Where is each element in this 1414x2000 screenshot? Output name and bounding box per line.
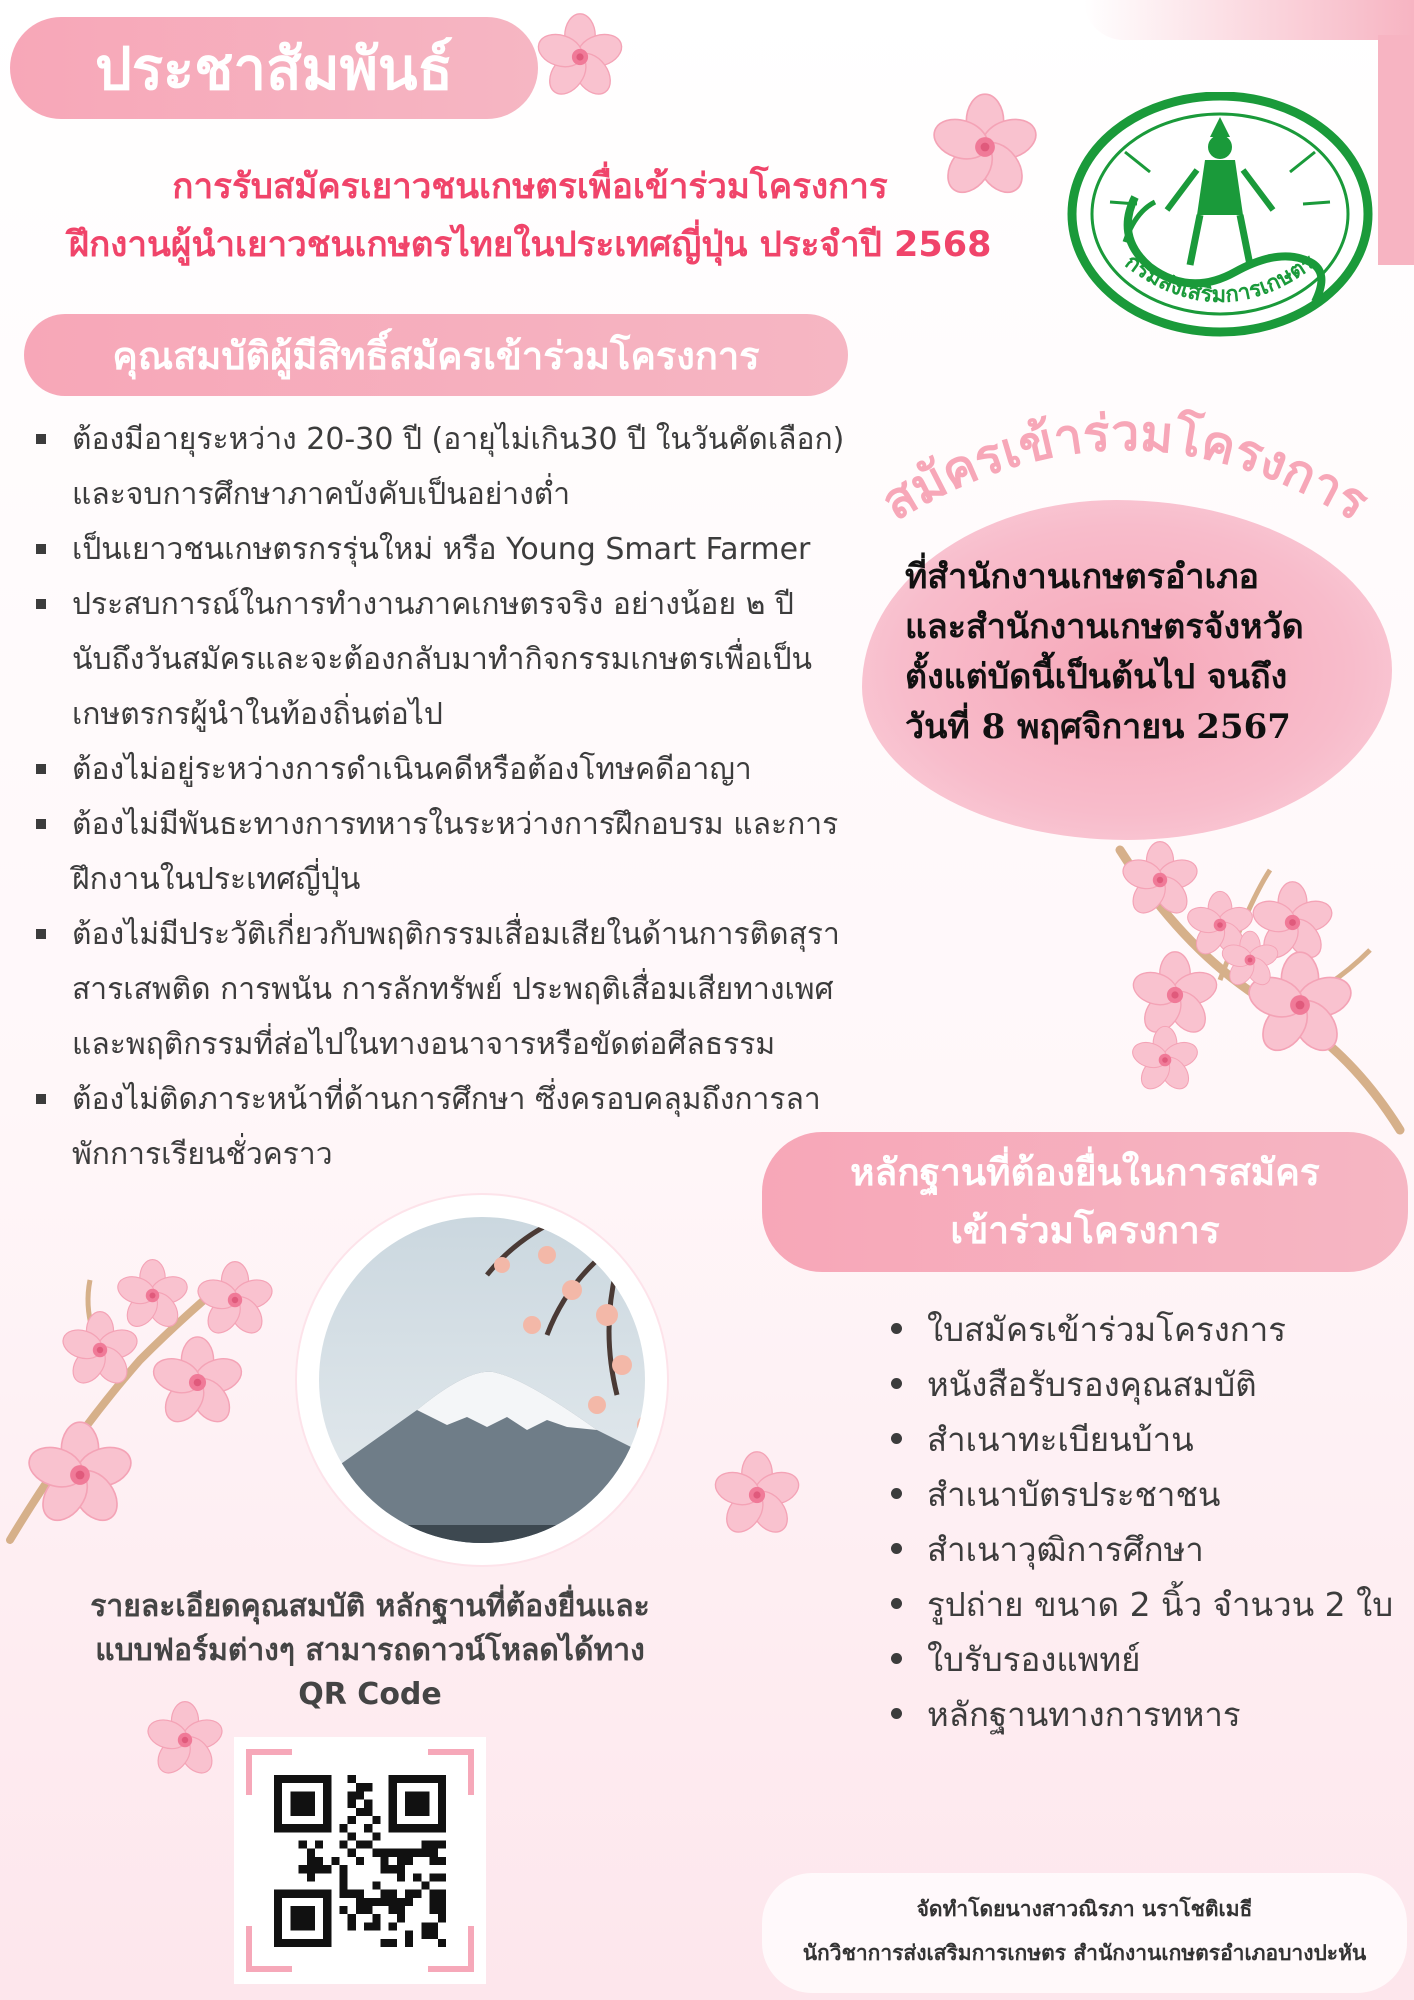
document-item: ใบรับรองแพทย์ [887, 1632, 1407, 1687]
qualification-item [32, 577, 862, 742]
seal-text: กรมส่งเสริมการเกษตร [1120, 249, 1320, 309]
apply-line-3: ตั้งแต่บัดนี้เป็นต้นไป จนถึง [905, 657, 1288, 697]
qualification-line: ประสบการณ์ในการทำงานภาคเกษตรจริง อย่างน้อย ๒ ปี [72, 587, 794, 622]
header-badge-text: ประชาสัมพันธ์ [95, 34, 453, 103]
qualification-line: เป็นเยาวชนเกษตรกรรุ่นใหม่ หรือ Young Smart Farmer [72, 532, 811, 567]
cherry-blossom-icon [1220, 930, 1280, 990]
qr-code-frame[interactable] [234, 1737, 486, 1984]
corner-decoration-vertical [1378, 35, 1414, 265]
cherry-blossom-icon [535, 12, 625, 102]
qualification-line: เกษตรกรผู้นำในท้องถิ่นต่อไป [72, 697, 443, 732]
qualification-line: ต้องไม่อยู่ระหว่างการดำเนินคดีหรือต้องโทษคดีอาญา [72, 752, 752, 787]
qualification-line: สารเสพติด การพนัน การลักทรัพย์ ประพฤติเสื่อมเสียทางเพศ [72, 972, 834, 1007]
documents-title-line-2: เข้าร่วมโครงการ [950, 1209, 1220, 1252]
document-item: หลักฐานทางการทหาร [887, 1687, 1407, 1742]
qualification-line: ฝึกงานในประเทศญี่ปุ่น [72, 862, 361, 897]
announcement-title [40, 158, 1020, 274]
department-seal [1065, 92, 1375, 337]
announcement-line-1: การรับสมัครเยาวชนเกษตรเพื่อเข้าร่วมโครงการ [172, 167, 888, 207]
cherry-blossom-icon [60, 1310, 140, 1390]
cherry-blossom-icon [25, 1420, 135, 1530]
cherry-blossom-icon [930, 92, 1040, 202]
footer-card [762, 1873, 1407, 1993]
announcement-line-2: ฝึกงานผู้นำเยาวชนเกษตรไทยในประเทศญี่ปุ่น ประจำปี 2568 [68, 225, 992, 265]
apply-arc-text: สมัครเข้าร่วมโครงการ [871, 403, 1379, 532]
qualification-item [32, 412, 862, 522]
qualification-item [32, 797, 862, 907]
documents-title-line-1: หลักฐานที่ต้องยื่นในการสมัคร [850, 1151, 1320, 1194]
apply-line-4: วันที่ 8 พฤศจิกายน 2567 [905, 707, 1291, 747]
document-item: หนังสือรับรองคุณสมบัติ [887, 1357, 1407, 1412]
qualifications-title-pill [24, 314, 848, 396]
apply-line-2: และสำนักงานเกษตรจังหวัด [905, 607, 1304, 647]
download-line-1: รายละเอียดคุณสมบัติ หลักฐานที่ต้องยื่นและ [90, 1589, 650, 1624]
qualification-line: และจบการศึกษาภาคบังคับเป็นอย่างต่ำ [72, 477, 571, 512]
cherry-blossom-icon [150, 1335, 245, 1430]
cherry-blossom-icon [712, 1450, 802, 1540]
cherry-blossom-icon [145, 1700, 225, 1780]
qualification-line: นับถึงวันสมัครและจะต้องกลับมาทำกิจกรรมเกษตรเพื่อเป็น [72, 642, 813, 677]
qr-code[interactable] [270, 1775, 450, 1947]
qualification-line: ต้องไม่ติดภาระหน้าที่ด้านการศึกษา ซึ่งครอบคลุมถึงการลา [72, 1082, 821, 1117]
footer-line-2: นักวิชาการส่งเสริมการเกษตร สำนักงานเกษตรอำเภอบางปะหัน [802, 1941, 1367, 1965]
qualification-line: ต้องมีอายุระหว่าง 20-30 ปี (อายุไม่เกิน30 ปี ในวันคัดเลือก) [72, 422, 845, 457]
cherry-blossom-icon [1130, 1025, 1200, 1095]
qualification-line: และพฤติกรรมที่ส่อไปในทางอนาจารหรือขัดต่อศีลธรรม [72, 1027, 776, 1062]
header-badge [10, 17, 538, 119]
document-item: ใบสมัครเข้าร่วมโครงการ [887, 1302, 1407, 1357]
download-info [30, 1585, 710, 1717]
qualification-line: ต้องไม่มีประวัติเกี่ยวกับพฤติกรรมเสื่อมเสียในด้านการติดสุรา [72, 917, 840, 952]
qualification-item [32, 1072, 862, 1182]
footer-line-1: จัดทำโดยนางสาวณิรภา นราโชติเมธี [916, 1897, 1253, 1921]
download-line-3: QR Code [298, 1677, 442, 1712]
download-line-2: แบบฟอร์มต่างๆ สามารถดาวน์โหลดได้ทาง [95, 1633, 645, 1668]
document-item: สำเนาวุฒิการศึกษา [887, 1522, 1407, 1577]
qualification-line: พักการเรียนชั่วคราว [72, 1137, 333, 1172]
document-item: รูปถ่าย ขนาด 2 นิ้ว จำนวน 2 ใบ [887, 1577, 1407, 1632]
qualification-item [32, 522, 862, 577]
cherry-blossom-icon [195, 1260, 275, 1340]
qualifications-title: คุณสมบัติผู้มีสิทธิ์สมัครเข้าร่วมโครงการ [112, 333, 760, 378]
qualification-line: ต้องไม่มีพันธะทางการทหารในระหว่างการฝึกอบรม และการ [72, 807, 839, 842]
apply-arc-title [860, 385, 1390, 535]
qualification-item [32, 907, 862, 1072]
apply-details [905, 552, 1385, 752]
mountain-photo [297, 1195, 667, 1565]
svg-text:สมัครเข้าร่วมโครงการ [872, 404, 1379, 532]
apply-line-1: ที่สำนักงานเกษตรอำเภอ [905, 557, 1259, 597]
document-item: สำเนาทะเบียนบ้าน [887, 1412, 1407, 1467]
qualification-item [32, 742, 862, 797]
corner-decoration [1084, 0, 1414, 40]
document-item: สำเนาบัตรประชาชน [887, 1467, 1407, 1522]
documents-list [887, 1302, 1407, 1742]
qualifications-list [32, 412, 862, 1182]
documents-title-pill [762, 1132, 1408, 1272]
